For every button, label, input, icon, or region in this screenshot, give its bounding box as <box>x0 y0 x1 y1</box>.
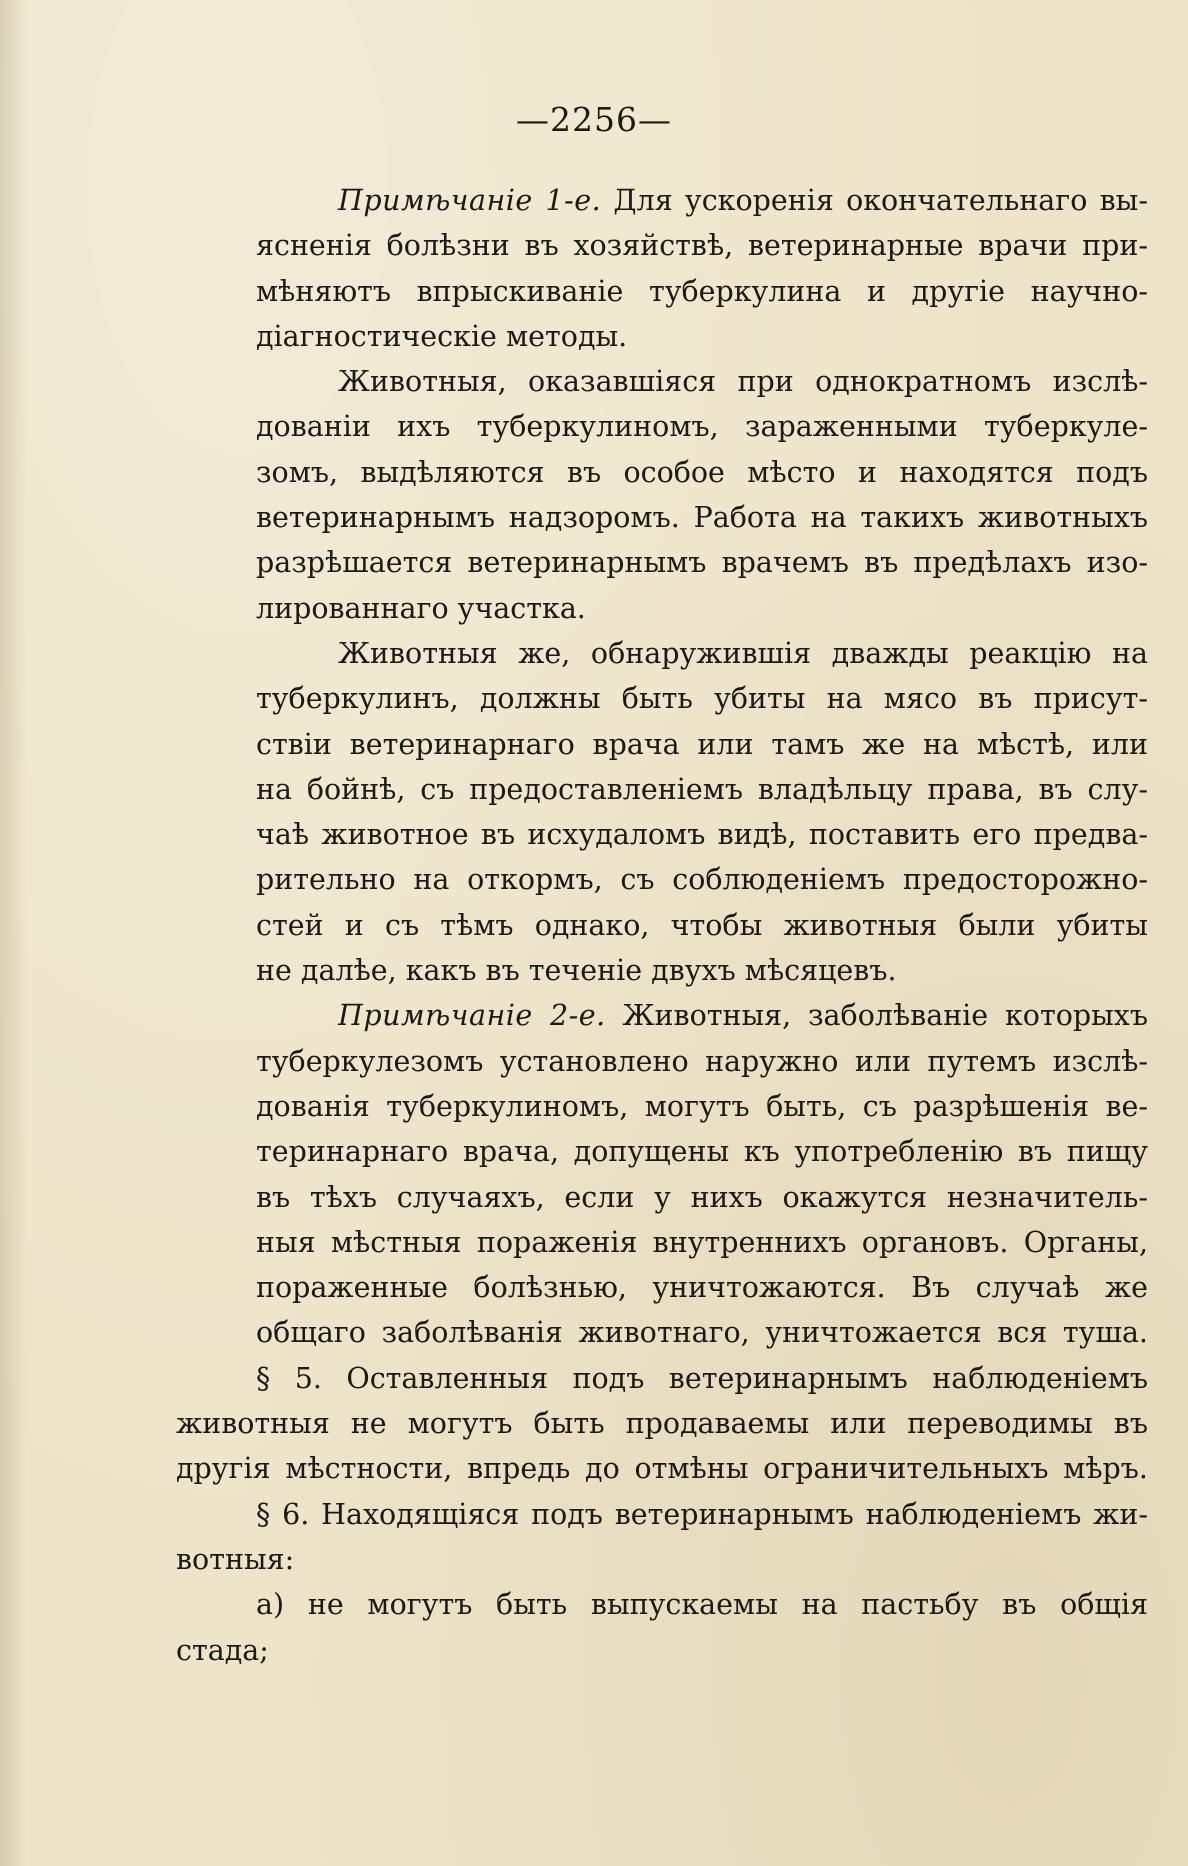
text-line: другія мѣстности, впредь до отмѣны ограничительныхъ мѣръ. <box>176 1452 1148 1486</box>
text-line: общаго заболѣванія животнаго, уничтожается вся туша. <box>256 1316 1148 1350</box>
list-item-line: а) не могутъ быть выпускаемы на пастьбу въ общія <box>256 1588 1148 1622</box>
text-line: Животныя, оказавшіяся при однократномъ изслѣ- <box>338 365 1148 399</box>
text-line: туберкулезомъ установлено наружно или путемъ изслѣ- <box>256 1044 1148 1078</box>
text-line: стада; <box>176 1633 269 1667</box>
text-line: ныя мѣстныя пораженія внутреннихъ органовъ. Органы, <box>256 1225 1148 1259</box>
note-heading: Примѣчаніе 1-е. <box>338 184 602 217</box>
text-line: мѣняютъ впрыскиваніе туберкулина и другіе научно- <box>256 274 1148 308</box>
text-line: туберкулинъ, должны быть убиты на мясо въ присут- <box>256 682 1148 716</box>
text-line: ясненія болѣзни въ хозяйствѣ, ветеринарные врачи при- <box>256 229 1148 263</box>
page-edge-shadow <box>0 0 28 1866</box>
section-heading-line: § 5. Оставленныя подъ ветеринарнымъ наблюденіемъ <box>256 1361 1148 1395</box>
text-line: не далѣе, какъ въ теченіе двухъ мѣсяцевъ. <box>256 954 897 988</box>
text-line: на бойнѣ, съ предоставленіемъ владѣльцу права, въ слу- <box>256 772 1148 806</box>
text-line: въ тѣхъ случаяхъ, если у нихъ окажутся незначитель- <box>256 1180 1148 1214</box>
page-text <box>176 178 1148 1673</box>
text-line: стей и съ тѣмъ однако, чтобы животныя были убиты <box>256 908 1148 942</box>
body-paragraph <box>256 631 1148 993</box>
text-line: дованіи ихъ туберкулиномъ, зараженными туберкуле- <box>256 410 1148 444</box>
text-line: лированнаго участка. <box>256 591 586 625</box>
text-line: ветеринарнымъ надзоромъ. Работа на такихъ животныхъ <box>256 501 1148 535</box>
text-line: вотныя: <box>176 1542 295 1576</box>
text-line: разрѣшается ветеринарнымъ врачемъ въ предѣлахъ изо- <box>256 546 1148 580</box>
note-heading: Примѣчаніе 2-е. <box>338 999 606 1033</box>
section-heading-line: § 6. Находящіяся подъ ветеринарнымъ наблюденіемъ жи- <box>256 1497 1148 1531</box>
text-line: Примѣчаніе 2-е. Животныя, заболѣваніе которыхъ <box>338 999 1148 1033</box>
text-line: чаѣ животное въ исхудаломъ видѣ, поставить его предва- <box>256 818 1148 852</box>
text-line: Примѣчаніе 1-е. Для ускоренія окончательнаго вы- <box>338 184 1148 217</box>
text-line: теринарнаго врача, допущены къ употребленію въ пищу <box>256 1135 1148 1169</box>
text-line: рительно на откормъ, съ соблюденіемъ предосторожно- <box>256 863 1148 897</box>
text-line: животныя не могутъ быть продаваемы или переводимы въ <box>176 1407 1148 1441</box>
text-line: діагностическіе методы. <box>256 319 628 353</box>
text-line: дованія туберкулиномъ, могутъ быть, съ разрѣшенія ве- <box>256 1089 1148 1123</box>
body-paragraph <box>256 359 1148 631</box>
note-1-paragraph <box>256 178 1148 359</box>
list-item-a <box>176 1582 1148 1673</box>
text-line: зомъ, выдѣляются въ особое мѣсто и находятся подъ <box>256 455 1148 489</box>
section-6-paragraph <box>176 1492 1148 1583</box>
note-2-paragraph <box>256 993 1148 1355</box>
page-number: —2256— <box>516 100 672 139</box>
text-line: Животныя же, обнаружившія дважды реакцію на <box>338 636 1148 670</box>
text-line: пораженные болѣзнью, уничтожаются. Въ случаѣ же <box>256 1271 1148 1305</box>
section-5-paragraph <box>176 1356 1148 1492</box>
text-line: ствіи ветеринарнаго врача или тамъ же на мѣстѣ, или <box>256 727 1148 761</box>
